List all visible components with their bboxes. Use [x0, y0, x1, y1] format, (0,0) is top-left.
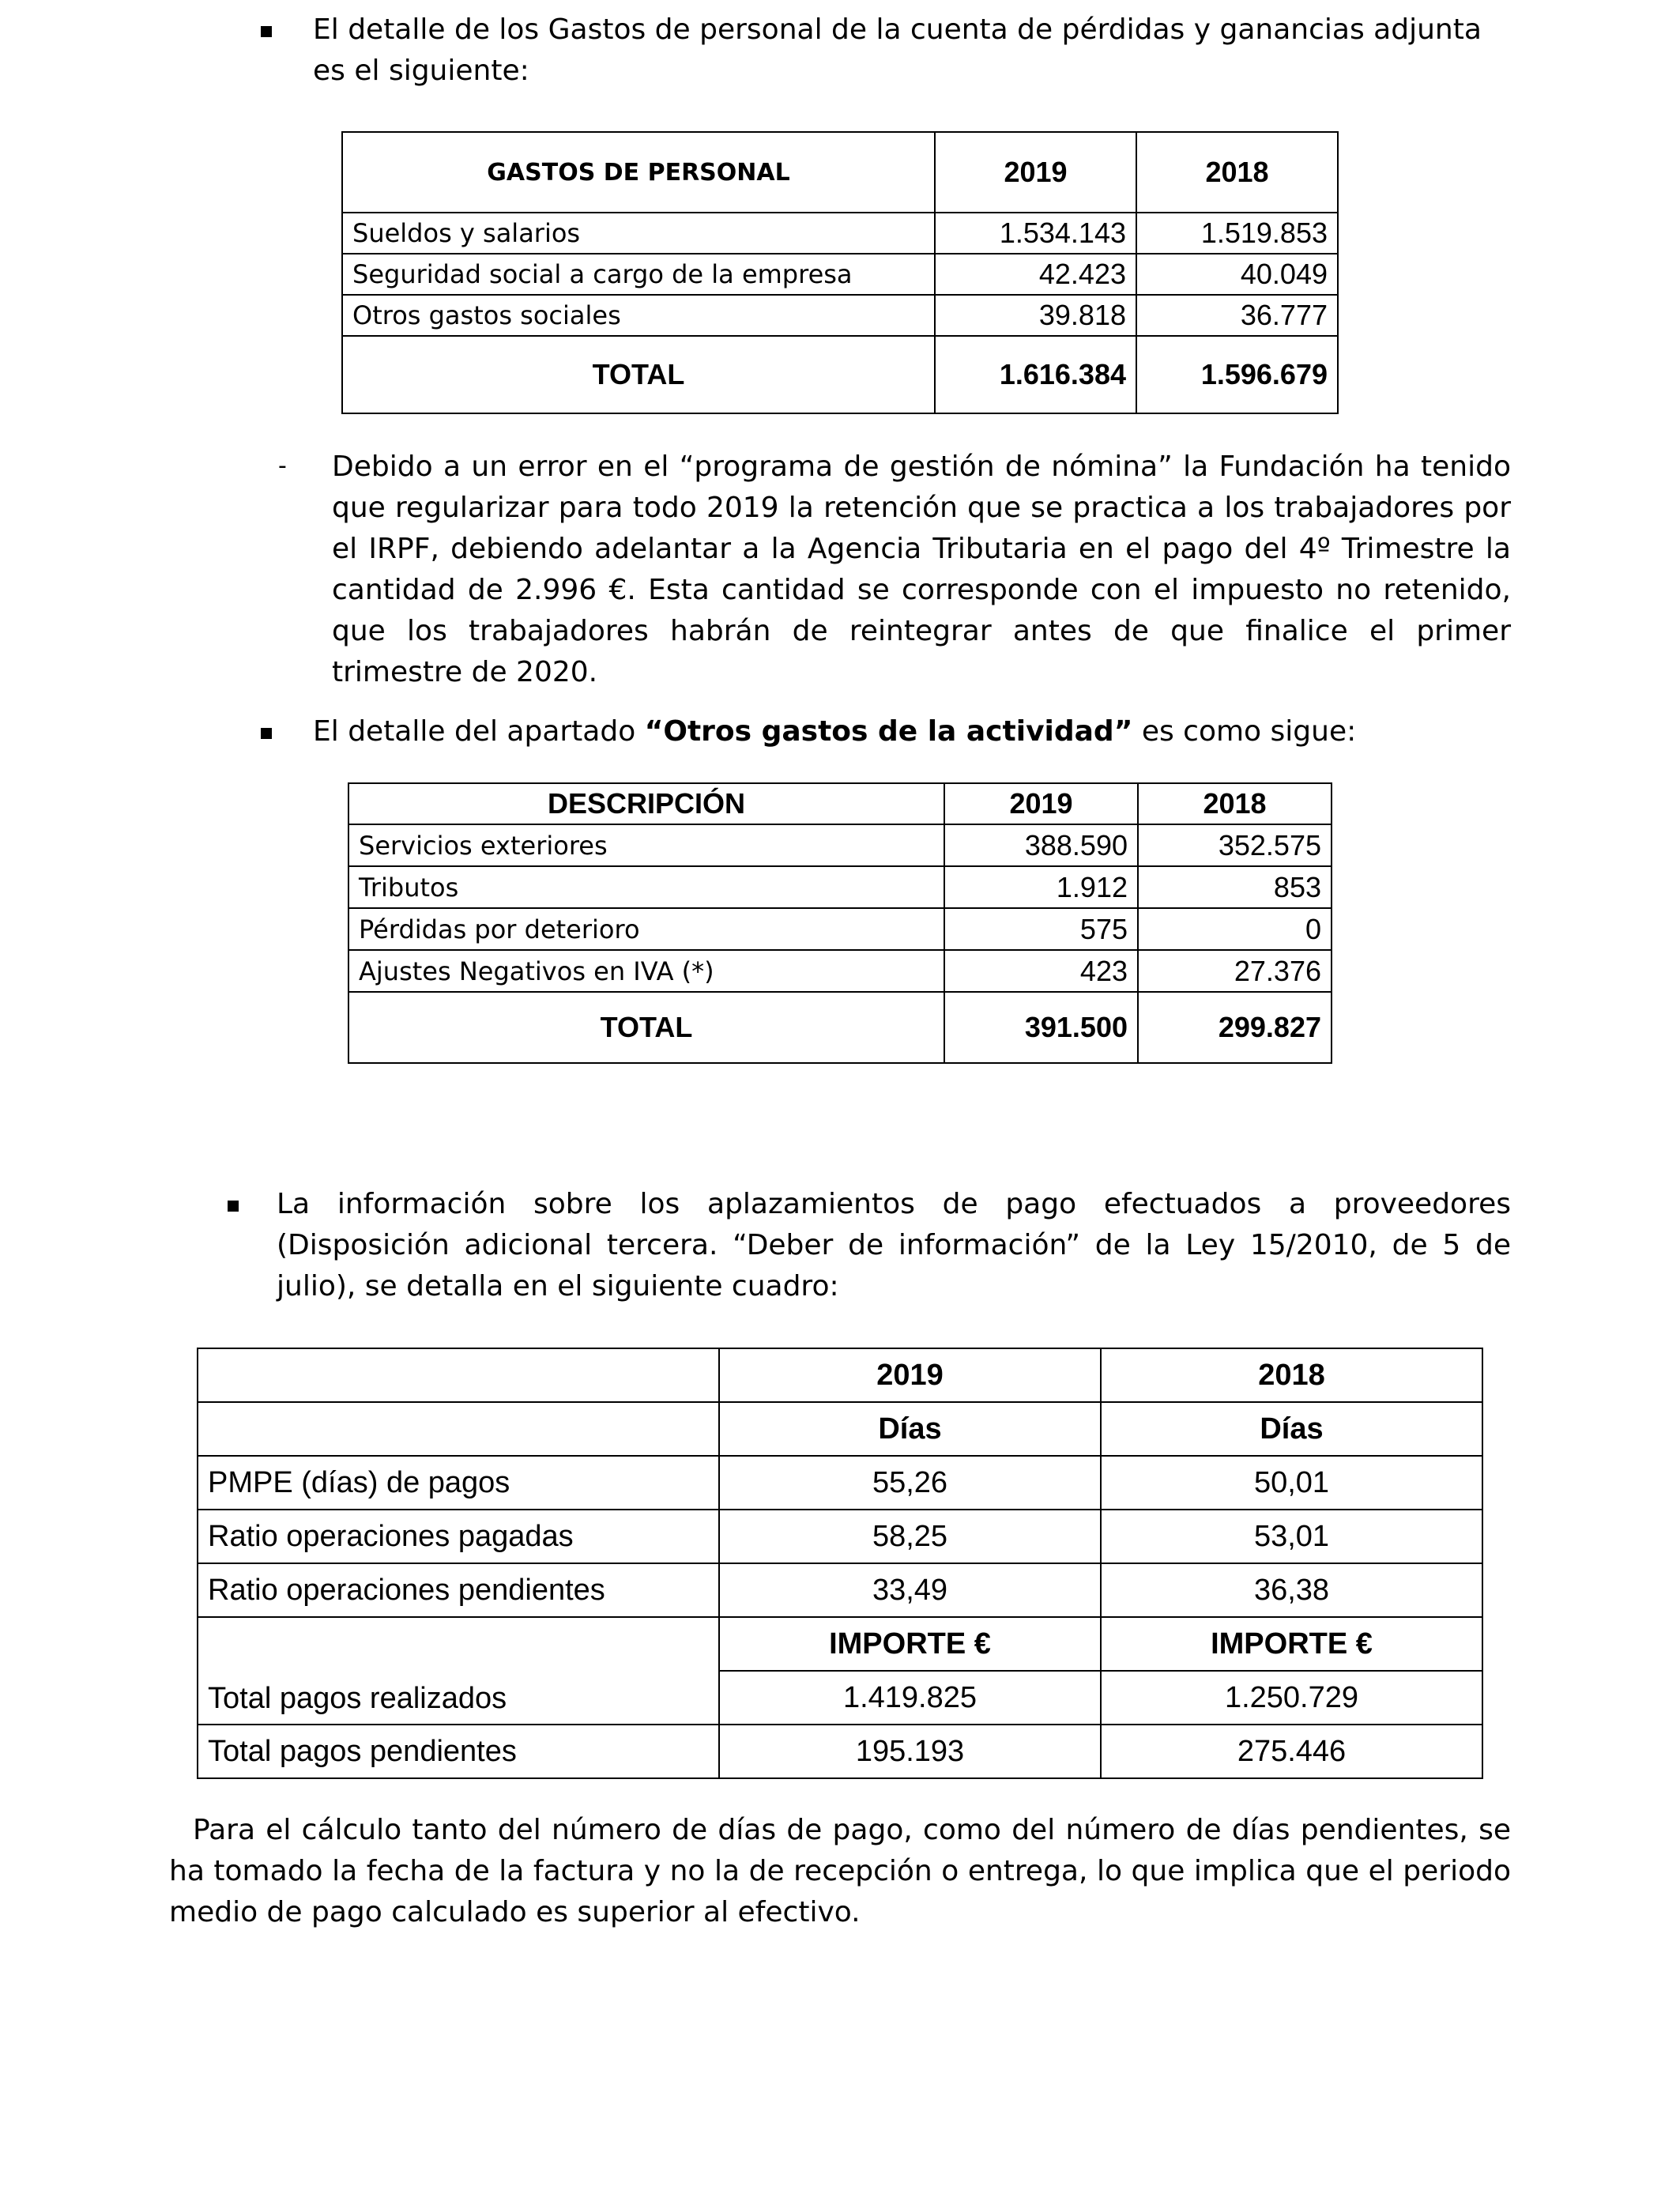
table-cell: Ratio operaciones pagadas: [198, 1510, 719, 1563]
total-2018: 1.596.679: [1136, 336, 1338, 413]
table-cell: 575: [944, 908, 1138, 950]
table-cell: 53,01: [1101, 1510, 1482, 1563]
table-row: [198, 1456, 1482, 1510]
table-row: [348, 950, 1332, 992]
total-label: TOTAL: [342, 336, 935, 413]
dias-header: Días: [719, 1402, 1101, 1456]
table-header: 2018: [1138, 783, 1332, 824]
table-cell: 0: [1138, 908, 1332, 950]
table-cell: Sueldos y salarios: [342, 213, 935, 254]
intro-bold: “Otros gastos de la actividad”: [644, 715, 1133, 748]
table-cell: 1.912: [944, 866, 1138, 908]
table-row: [198, 1510, 1482, 1563]
total-2019: 1.616.384: [935, 336, 1136, 413]
table-row: [348, 908, 1332, 950]
year-2019-header: 2019: [719, 1348, 1101, 1402]
other-expenses-table: [348, 782, 1332, 1064]
table-cell: PMPE (días) de pagos: [198, 1456, 719, 1510]
table-cell: Total pagos pendientes: [198, 1725, 719, 1778]
table-cell: Tributos: [348, 866, 944, 908]
table-cell: Ajustes Negativos en IVA (*): [348, 950, 944, 992]
table-cell: Servicios exteriores: [348, 824, 944, 866]
section2-intro: [313, 711, 1498, 752]
table-cell: 853: [1138, 866, 1332, 908]
table-cell: 1.519.853: [1136, 213, 1338, 254]
table-cell: 352.575: [1138, 824, 1332, 866]
table-cell: Pérdidas por deterioro: [348, 908, 944, 950]
table-header: 2019: [935, 132, 1136, 213]
table-cell: 1.534.143: [935, 213, 1136, 254]
table-header: DESCRIPCIÓN: [348, 783, 944, 824]
dias-header: Días: [1101, 1402, 1482, 1456]
table-row: [342, 295, 1338, 336]
table-cell: 1.250.729: [1101, 1671, 1482, 1725]
note-dash: -: [278, 452, 287, 480]
table-cell: 1.419.825: [719, 1671, 1101, 1725]
table-total-row: [342, 336, 1338, 413]
bullet-square-icon: [261, 728, 272, 739]
table-row: [348, 824, 1332, 866]
year-2018-header: 2018: [1101, 1348, 1482, 1402]
empty-cell: [198, 1348, 719, 1402]
importe-header: IMPORTE €: [719, 1617, 1101, 1671]
personal-expenses-table: [341, 131, 1339, 414]
total-2019: 391.500: [944, 992, 1138, 1063]
table-header: 2018: [1136, 132, 1338, 213]
total-2018: 299.827: [1138, 992, 1332, 1063]
table-row: [342, 213, 1338, 254]
intro-text: El detalle del apartado: [313, 715, 645, 748]
total-label: TOTAL: [348, 992, 944, 1063]
table-cell: 388.590: [944, 824, 1138, 866]
table-cell: 27.376: [1138, 950, 1332, 992]
section1-intro: El detalle de los Gastos de personal de la cuenta de pérdidas y ganancias adjunta es el siguiente:: [313, 13, 1482, 87]
table-header: 2019: [944, 783, 1138, 824]
irpf-note: Debido a un error en el “programa de gestión de nómina” la Fundación ha tenido que regularizar para todo 2019 la retención que se practica a los trabajadores por el IRPF, debiendo adelantar a la Agencia Tributaria en el pago del 4º Trimestre la cantidad de 2.996 €. Esta cantidad se corresponde con el impuesto no retenido, que los trabajadores habrán de reintegrar antes de que finalice el primer trimestre de 2020.: [332, 450, 1511, 688]
table-cell: 42.423: [935, 254, 1136, 295]
table-total-row: [348, 992, 1332, 1063]
table-cell: Ratio operaciones pendientes: [198, 1563, 719, 1617]
bullet-square-icon: [261, 26, 272, 37]
table-cell: 58,25: [719, 1510, 1101, 1563]
table-cell: Total pagos realizados: [198, 1617, 719, 1725]
table-cell: 39.818: [935, 295, 1136, 336]
table-row: [198, 1563, 1482, 1617]
table-cell: 423: [944, 950, 1138, 992]
table-row: [198, 1725, 1482, 1778]
table-cell: Seguridad social a cargo de la empresa: [342, 254, 935, 295]
importe-header: IMPORTE €: [1101, 1617, 1482, 1671]
payment-footnote: Para el cálculo tanto del número de días de pago, como del número de días pendientes, se ha tomado la fecha de la factura y no la de recepción o entrega, lo que implica que el periodo medio de pago calculado es superior al efectivo.: [169, 1814, 1511, 1928]
supplier-payments-table: [197, 1348, 1483, 1779]
table-row: [348, 866, 1332, 908]
table-row: [342, 254, 1338, 295]
table-cell: 40.049: [1136, 254, 1338, 295]
table-cell: 195.193: [719, 1725, 1101, 1778]
table-cell: 33,49: [719, 1563, 1101, 1617]
intro-text: es como sigue:: [1132, 715, 1357, 748]
bullet-square-icon: [228, 1201, 239, 1212]
empty-cell: [198, 1402, 719, 1456]
table-cell: Otros gastos sociales: [342, 295, 935, 336]
section3-intro: La información sobre los aplazamientos de pago efectuados a proveedores (Disposición adicional tercera. “Deber de información” de la Ley 15/2010, de 5 de julio), se detalla en el siguiente cuadro:: [277, 1188, 1511, 1302]
table-cell: 55,26: [719, 1456, 1101, 1510]
table-cell: 36,38: [1101, 1563, 1482, 1617]
table-header: GASTOS DE PERSONAL: [342, 132, 935, 213]
table-cell: 50,01: [1101, 1456, 1482, 1510]
table-cell: 275.446: [1101, 1725, 1482, 1778]
table-cell: 36.777: [1136, 295, 1338, 336]
